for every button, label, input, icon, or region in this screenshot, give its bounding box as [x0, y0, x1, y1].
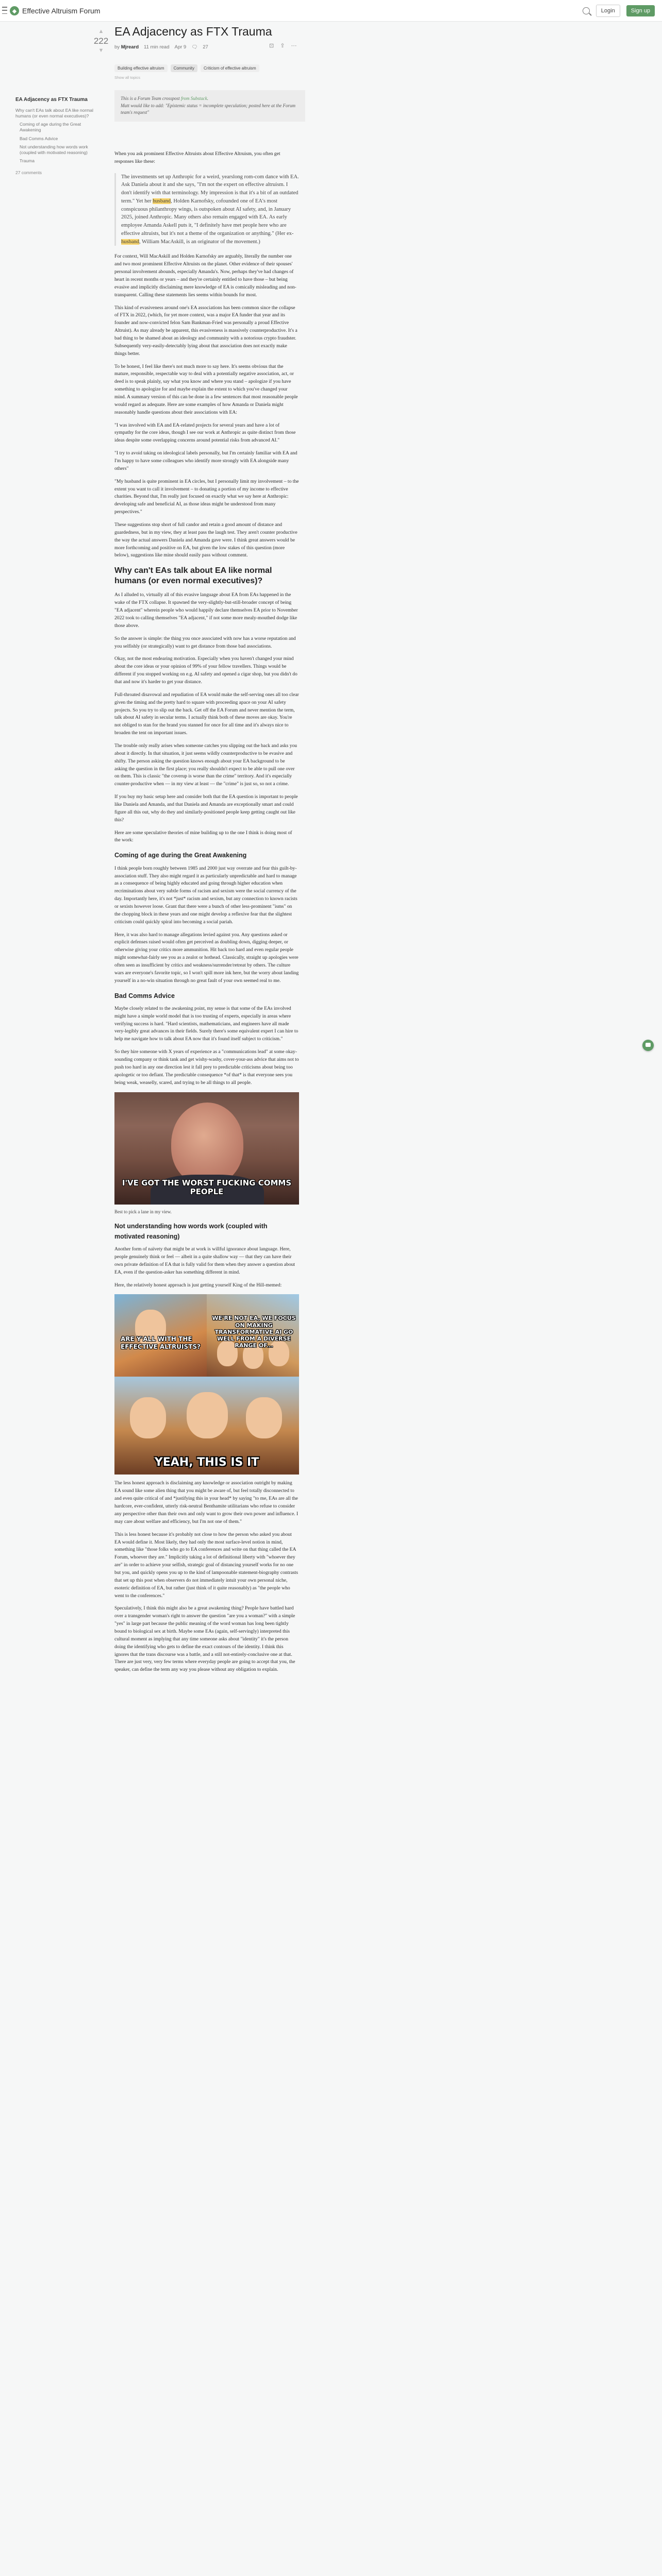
quote-text: , William MacAskill, is an originator of the movement.) — [139, 239, 260, 245]
comment-icon[interactable]: 🗨 — [191, 44, 198, 50]
paragraph: When you ask prominent Effective Altruists about Effective Altruism, you often get responses like these: — [114, 150, 280, 164]
site-name: Effective Altruism Forum — [22, 7, 101, 15]
meme-caption: ARE Y'ALL WITH THE EFFECTIVE ALTRUISTS? — [121, 1335, 201, 1350]
toc-item[interactable]: Coming of age during the Great Awakening — [20, 122, 81, 132]
toc-item[interactable]: Bad Comms Advice — [20, 135, 58, 141]
site-logo[interactable] — [10, 6, 100, 15]
quote-paragraph: "I was involved with EA and EA-related projects for several years and have a lot of sympathy for the core ideas, though I see our work at Anthropic as quite distinct from those ideas despite some overlapping concerns around potential risks from advanced AI." — [114, 422, 296, 444]
search-icon[interactable] — [583, 7, 590, 14]
paragraph: Here, it was also hard to manage allegations levied against you. Any questions asked or explicit defenses raised would often get perceived as doubling down, digging deeper, or otherwise giving your critics more ammunition. Hit back too hard and even regular people might somewhat-fairly see you as a zealot or hothead. Classically, straight up apologies were often seen as insufficient by critics and weakness/surrender/retreat by others. The culture wars are everyone's favorite topic, so I won't spill more ink here, but the worry about landing yourself in a no-win situation through no great fault of your own seemed real to me. — [114, 931, 299, 984]
crosspost-text: This is a Forum Team crosspost — [121, 96, 181, 101]
highlight: husband — [153, 198, 171, 204]
blockquote — [114, 173, 299, 246]
signup-button[interactable]: Sign up — [626, 5, 655, 16]
section-heading: Why can't EAs talk about EA like normal humans (or even normal executives)? — [114, 566, 272, 586]
paragraph: Here are some speculative theories of mine building up to the one I think is doing most of the work: — [114, 829, 292, 843]
menu-icon[interactable] — [2, 7, 7, 14]
paragraph: Another form of naïvety that might be at work is willful ignorance about language. Here, people genuinely think or feel — albeit in a quite shallow way — that they can have their own private definition of EA that is fully valid for them when they answer a question about EA, even if the question-asker has something different in mind. — [114, 1246, 295, 1275]
tag[interactable]: Criticism of effective altruism — [201, 64, 259, 72]
author-link[interactable]: Mjreard — [121, 44, 139, 50]
subsection-heading: Not understanding how words work (coupled with motivated reasoning) — [114, 1223, 268, 1240]
paragraph: So the answer is simple: the thing you once associated with now has a worse reputation and you selfishly (or strategically) want to get distance from those bad associations. — [114, 635, 296, 649]
toc-item[interactable]: Why can't EAs talk about EA like normal humans (or even normal executives)? — [15, 108, 93, 118]
author-line — [114, 44, 139, 50]
upvote-icon[interactable]: ▲ — [98, 28, 104, 35]
read-time: 11 min read — [144, 44, 170, 50]
meme-image-comms — [114, 1092, 299, 1205]
logo-icon: ◆ — [10, 6, 19, 15]
highlight: husband — [121, 239, 139, 245]
login-button[interactable]: Login — [596, 5, 620, 17]
toc-title[interactable]: EA Adjacency as FTX Trauma — [15, 97, 88, 103]
share-icon[interactable]: ⇪ — [280, 42, 285, 49]
crosspost-period: . — [207, 96, 209, 101]
meme-caption: WE'RE NOT EA, WE FOCUS ON MAKING TRANSFORMATIVE AI GO WELL FROM A DIVERSE RANGE OF... — [212, 1315, 296, 1349]
paragraph: As I alluded to, virtually all of this evasive language about EA from EAs happened in the wake of the FTX collapse. It spawned the very-slightly-but-still-broader concept of being "EA adjacent" wherein people who would happily declare themselves EA prior to November 2022 took to calling themselves "EA adjacent," if not some more mealy-mouthed dodge like those above. — [114, 592, 298, 629]
paragraph: Okay, not the most endearing motivation. Especially when you haven't changed your mind about the core ideas or your opinion of 99% of your fellow travellers. Things would be different if you stopped working on e.g. AI safety and opened a cigar shop, but you didn't do that and now it's harder to get your distance. — [114, 656, 297, 685]
meme-caption: I'VE GOT THE WORST FUCKING COMMS PEOPLE — [122, 1178, 292, 1196]
meme-character — [187, 1392, 228, 1438]
post-date: Apr 9 — [174, 44, 187, 50]
toc-item[interactable]: Not understanding how words work (coupled with motivated reasoning) — [20, 144, 88, 155]
quote-text: , Holden Karnofsky, cofounded one of EA's most conspicuous philanthropy wings, is outspoken about AI safety, and, in January 2025, joined Anthropic. Many others also remain engaged with EA. As early employee Amanda Askell puts it, "I definitely have met people here who are effective altruists, but it's not a theme of the organization or anything." (Her ex- — [121, 198, 294, 236]
toc-comments-link[interactable]: 27 comments — [15, 170, 42, 175]
comment-count[interactable]: 27 — [203, 44, 208, 50]
image-caption: Best to pick a lane in my view. — [114, 1209, 172, 1214]
paragraph: If you buy my basic setup here and consider both that the EA question is important to people like Daniela and Amanda, and that Daniela and Amanda are exceptionally smart and could figure all this out, why do they and similarly-positioned people keep getting caught out like this? — [114, 794, 298, 823]
toc-item[interactable]: Trauma — [20, 158, 35, 164]
karma-score: 222 — [93, 36, 109, 46]
paragraph: Here, the relatively honest approach is just getting yourself King of the Hill-memed: — [114, 1282, 282, 1288]
crosspost-notice — [114, 90, 305, 122]
by-label: by — [114, 44, 120, 50]
quote-paragraph: "I try to avoid taking on ideological labels personally, but I'm certainly familiar with EA and I'm happy to have some colleagues who identify more strongly with EA alongside many others" — [114, 450, 297, 471]
post-meta — [114, 44, 299, 50]
subsection-heading: Bad Comms Advice — [114, 992, 175, 999]
tag-list — [114, 64, 299, 72]
more-options-icon[interactable]: ⋯ — [291, 42, 297, 49]
crosspost-link[interactable]: from Substack — [180, 96, 207, 101]
paragraph: For context, Will MacAskill and Holden Karnofsky are arguably, literally the number one and two most prominent Effective Altruists on the planet. Other evidence of their spouses' personal involvement abounds, especially Amanda's. Now, perhaps they've had changes of heart in recent months or years – and they're certainly entitled to have those – but being evasive and implicitly disclaiming mere knowledge of EA is comically misleading and non-transparent. Calling these statements lies seems within bounds for most. — [114, 253, 296, 298]
meme-image-king-of-the-hill — [114, 1294, 299, 1475]
paragraph: These suggestions stop short of full candor and retain a good amount of distance and guardedness, but in my view, they at least pass the laugh test. They aren't counter productive the way the actual answers Daniela and Amanda gave were. I think great answers would be more forthcoming and positive on EA, but given the low stakes of this question (more below), suggestions like mine should easily pass without comment. — [114, 522, 297, 558]
paragraph: Speculatively, I think this might also be a great awakening thing? People have battled hard over a transgender woman's right to answer the question "are you a woman?" with a simple "yes" in large part because the public meaning of the word woman has long been tightly bound to biological sex at birth. Maybe some EAs (again, self-servingly) interpreted this cultural moment as implying that any time someone asks about "identity" it's the person doing the identifying who gets to define the exact contours of the identity. I think this ignores that the trans discourse was a battle, and a still not-entirely-conclusive one at that. There are just very, very few terms where everyday people are going to accept that you, the speaker, can define the term any way you please without any obligation to explain. — [114, 1605, 295, 1673]
table-of-contents — [15, 97, 98, 175]
meme-face — [171, 1103, 243, 1185]
paragraph: This kind of evasiveness around one's EA associations has been common since the collapse of FTX in 2022, (which, for yet more context, was a major EA funder that year and its founder and now-convicted felon Sam Bankman-Fried was personally a proud Effective Altruist). As may already be apparent, this evasiveness is massively counterproductive. It's a bad thing to be shamed about an ideology and community with a notorious crypto fraudster. Subsequently very-easily-detectably lying about that association does not exactly make things better. — [114, 304, 297, 357]
paragraph: Full-throated disavowal and repudiation of EA would make the self-serving ones all too clear given the timing and the pretty hard to square with proceeding apace on your AI safety projects. So you try to slip out the back. Get off the EA Forum and never mention the term, talk about AI safety in secular terms. I actually think both of these moves are okay. You're not obliged to stan for the brand you stanned for once for all time and it's always nice to broaden the tent on important issues. — [114, 691, 299, 736]
quote-text: The investments set up Anthropic for a weird, yearslong rom-com dance with EA. Ask Daniela about it and she says, "I'm not the expert on effective altruism. I don't identify with that terminology. My impression is that it's a bit of an outdated term." Yet her — [121, 174, 299, 204]
top-bar — [0, 0, 662, 22]
post-body — [114, 150, 299, 1674]
meme-character — [246, 1397, 282, 1438]
paragraph: So they hire someone with X years of experience as a "communications lead" at some okay-sounding company or think tank and get wishy-washy, cover-your-ass advice that aims not to push too hard in any one direction lest it fall prey to predictable criticisms about being too apologetic or too defiant. The predictable consequence *of that* is that everyone sees you being weak, weaselly, scared, and trying to be all things to all people. — [114, 1049, 299, 1086]
vote-widget — [93, 29, 109, 54]
paragraph: To be honest, I feel like there's not much more to say here. It's seems obvious that the mature, responsible, respectable way to deal with a potentially negative association, act, or deed is to speak plainly, say what you know and where you stand – apologize if you have something to apologize for and maybe explain the extent to which you've changed your mind. A summary version of this can be done in a few sentences that most reasonable people would regard as adequate. Here are some examples of how Amanda or Daniela might reasonably handle questions about their associations with EA: — [114, 363, 298, 415]
paragraph: This is less honest because it's probably not close to how the person who asked you about EA would define it. Most likely, they had only the most surface-level notion in mind, something like "those folks who go to EA conferences and write on that thing called the EA Forum, whoever they are." Implicitly taking a lot of definitional liberty with "whoever they are" in order to achieve your selfish, strategic goal of distancing yourself works for no one but you, and quickly opens you up to the kind of lampoonable statement-biography contrasts that set up this post when observers do not immediately intuit your own personal niche, esoteric definition of EA, but rather (just think of it quite reasonably) as "the people who went to the conferences." — [114, 1531, 298, 1599]
show-all-topics[interactable]: Show all topics — [114, 75, 141, 80]
paragraph: The trouble only really arises when someone catches you slipping out the back and asks you about it directly. In that situation, it just seems wildly counterproductive to be evasive and shifty. The person asking the question knows enough about your EA background to be asking the question in the first place; you really shouldn't expect to be able to pull one over on them. This is classic "the coverup is worse than the crime" territory. And it's especially counter-productive when — in my view at least — the "crime" is just so, so not a crime. — [114, 742, 297, 787]
tag[interactable]: Community — [171, 64, 197, 72]
paragraph: I think people born roughly between 1985 and 2000 just way overrate and fear this guilt-by-association stuff. They also might regard it as particularly unpredictable and hard to manage as a consequence of being highly educated and going through higher education when recriminations about very subtle forms of racism and sexism were the social currency of the day. Importantly here, it's not *just* racism and sexism, but any connection to known racists or sexists however loose. Grant that there were a bunch of other less-prominent "isms" on the chopping block in these years and one might develop a reflexive fear that the slightest criticism could quickly spiral into becoming a social pariah. — [114, 865, 297, 925]
tag[interactable]: Building effective altruism — [114, 64, 168, 72]
paragraph: The less honest approach is disclaiming any knowledge or association outright by making EA sound like some alien thing that you might be aware of, but feel totally disconnected to and even quite critical of and *justifying this in your head* by saying "to me, EAs are all the hardcore, ever-confident, utterly risk-neutral Benthamite utilitarians who refuse to consider any perspective other than their own and only want to grow their own power and influence. I may care about welfare and efficiency, but I'm not one of them." — [114, 1480, 299, 1524]
chat-button[interactable] — [642, 1040, 654, 1051]
downvote-icon[interactable]: ▼ — [98, 47, 104, 54]
post-main — [114, 25, 299, 1679]
crosspost-note: Matt would like to add: "Epistemic status = incomplete speculation; posted here at the Forum team's request" — [121, 103, 295, 115]
meme-caption: YEAH, THIS IS IT — [154, 1456, 259, 1469]
subsection-heading: Coming of age during the Great Awakening — [114, 852, 247, 859]
post-title: EA Adjacency as FTX Trauma — [114, 25, 272, 38]
paragraph: Maybe closely related to the awakening point, my sense is that some of the EAs involved might have a simple world model that is too trusting of experts, especially in areas where verifying success is hard. "Hard scientists, mathematicians, and engineers have all made very-legibly great advances in their fields. Surely there's some equivalent expert I can hire to help me navigate how to talk about EA now that it's found itself subject to criticism." — [114, 1005, 299, 1042]
quote-paragraph: "My husband is quite prominent in EA circles, but I personally limit my involvement – to the extent you want to call it involvement – to donating a portion of my income to effective charities. Beyond that, I'm really just focused on exactly what we say here at Anthropic: developing safe and beneficial AI, as those ideas might be understood from many perspectives." — [114, 478, 299, 515]
bookmark-icon[interactable]: ⊡ — [269, 42, 274, 49]
meme-character — [130, 1397, 166, 1438]
